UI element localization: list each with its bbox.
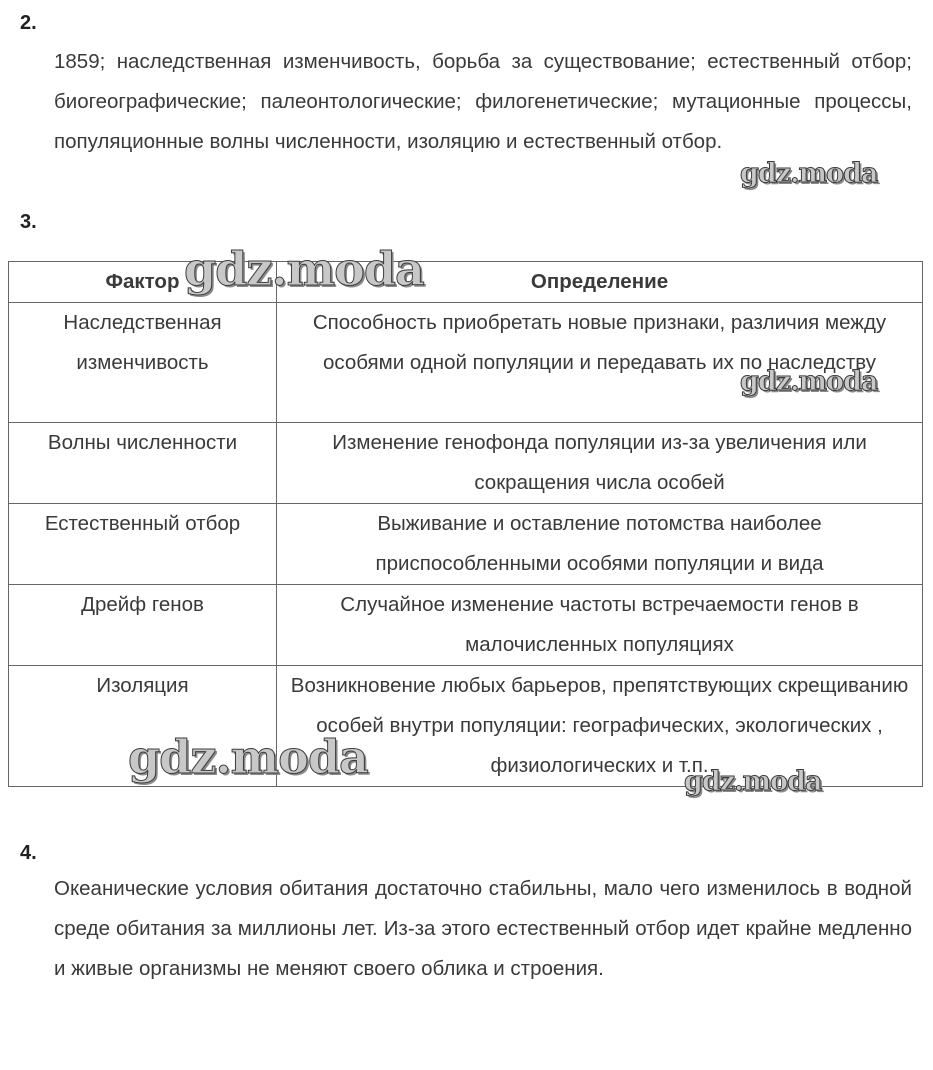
header-factor: Фактор — [9, 262, 277, 303]
table-row — [9, 504, 923, 585]
definition-cell: Случайное изменение частоты встречаемости генов в малочисленных популяциях — [277, 585, 923, 666]
factor-cell: Волны численности — [9, 423, 277, 504]
watermark: gdz.moda — [740, 366, 878, 397]
watermark: gdz.moda — [128, 730, 368, 784]
factor-cell: Наследственная изменчивость — [9, 303, 277, 423]
definition-cell: Способность приобретать новые признаки, различия между особями одной популяции и передавать их по наследству — [277, 303, 923, 423]
section-2-text: 1859; наследственная изменчивость, борьба за существование; естественный отбор; биогеографические; палеонтологические; филогенетические; мутационные процессы, популяционные волны численности, изоляцию и естественный отбор. — [54, 50, 912, 153]
section-4-number: 4. — [20, 842, 37, 864]
definition-cell: Возникновение любых барьеров, препятствующих скрещиванию особей внутри популяции: географических, экологических , физиологических и т.п. — [277, 666, 923, 787]
definition-cell: Выживание и оставление потомства наиболее приспособленными особями популяции и вида — [277, 504, 923, 585]
section-3-number: 3. — [20, 211, 37, 233]
table-row — [9, 423, 923, 504]
factors-table — [8, 261, 923, 787]
definition-cell: Изменение генофонда популяции из-за увеличения или сокращения числа особей — [277, 423, 923, 504]
watermark: gdz.moda — [184, 242, 424, 296]
table-header-row — [9, 262, 923, 303]
watermark: gdz.moda — [740, 158, 878, 189]
table-row — [9, 303, 923, 423]
header-definition: Определение — [277, 262, 923, 303]
factor-cell: Изоляция — [9, 666, 277, 787]
section-2-number: 2. — [20, 12, 37, 34]
section-4-text: Океанические условия обитания достаточно стабильны, мало чего изменилось в водной среде обитания за миллионы лет. Из-за этого естественный отбор идет крайне медленно и живые организмы не меняют своего облика и строения. — [54, 877, 912, 980]
factor-cell: Естественный отбор — [9, 504, 277, 585]
watermark: gdz.moda — [684, 766, 822, 797]
factor-cell: Дрейф генов — [9, 585, 277, 666]
table-row — [9, 666, 923, 787]
table-row — [9, 585, 923, 666]
